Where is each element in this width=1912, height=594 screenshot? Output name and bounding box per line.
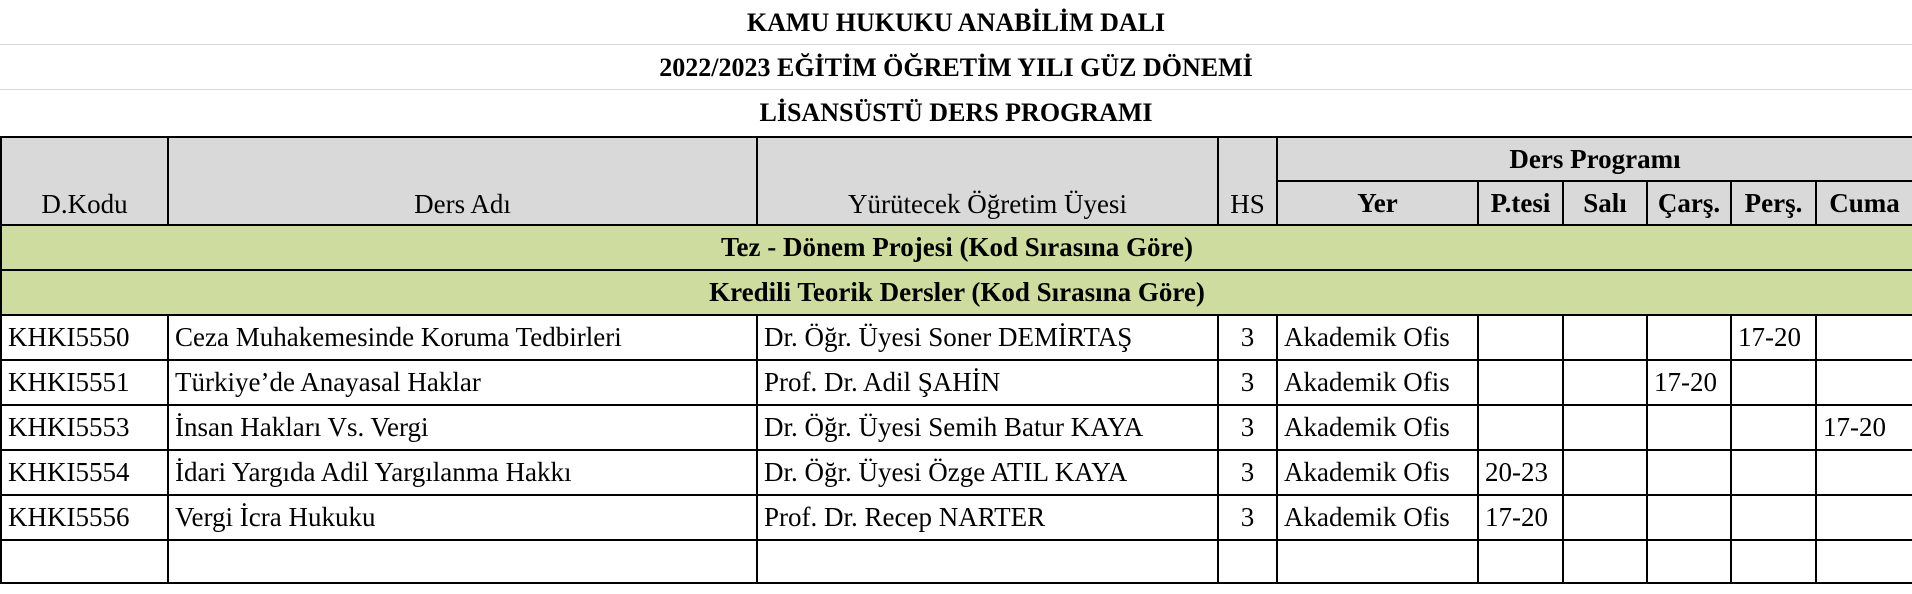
course-code: KHKI5551 (1, 360, 168, 405)
course-thursday (1731, 360, 1816, 405)
header-tuesday: Salı (1563, 181, 1647, 225)
course-place: Akademik Ofis (1277, 315, 1478, 360)
course-instructor: Dr. Öğr. Üyesi Semih Batur KAYA (757, 405, 1218, 450)
course-place: Akademik Ofis (1277, 495, 1478, 540)
course-place: Akademik Ofis (1277, 450, 1478, 495)
table-row (1, 405, 1912, 450)
course-wednesday (1647, 315, 1731, 360)
header-instructor: Yürütecek Öğretim Üyesi (757, 137, 1218, 225)
course-name: İnsan Hakları Vs. Vergi (168, 405, 757, 450)
course-thursday (1731, 405, 1816, 450)
course-instructor: Dr. Öğr. Üyesi Özge ATIL KAYA (757, 450, 1218, 495)
course-name: İdari Yargıda Adil Yargılanma Hakkı (168, 450, 757, 495)
section-row-thesis (1, 225, 1912, 270)
course-instructor: Prof. Dr. Adil ŞAHİN (757, 360, 1218, 405)
section-thesis-label: Tez - Dönem Projesi (Kod Sırasına Göre) (1, 225, 1912, 270)
header-hs: HS (1218, 137, 1277, 225)
course-wednesday (1647, 405, 1731, 450)
course-place: Akademik Ofis (1277, 405, 1478, 450)
course-monday (1478, 315, 1563, 360)
course-name: Vergi İcra Hukuku (168, 495, 757, 540)
empty-cell (1478, 540, 1563, 583)
course-hs: 3 (1218, 315, 1277, 360)
course-thursday (1731, 495, 1816, 540)
section-row-theory (1, 270, 1912, 315)
header-friday: Cuma (1816, 181, 1912, 225)
course-tuesday (1563, 360, 1647, 405)
header-place: Yer (1277, 181, 1478, 225)
course-instructor: Prof. Dr. Recep NARTER (757, 495, 1218, 540)
course-friday (1816, 360, 1912, 405)
header-row-top (1, 137, 1912, 181)
course-tuesday (1563, 315, 1647, 360)
course-code: KHKI5550 (1, 315, 168, 360)
empty-cell (757, 540, 1218, 583)
course-monday (1478, 405, 1563, 450)
term-title: 2022/2023 EĞİTİM ÖĞRETİM YILI GÜZ DÖNEMİ (0, 45, 1912, 90)
course-tuesday (1563, 450, 1647, 495)
empty-row (1, 540, 1912, 583)
course-code: KHKI5554 (1, 450, 168, 495)
table-row (1, 495, 1912, 540)
header-monday: P.tesi (1478, 181, 1563, 225)
empty-cell (1, 540, 168, 583)
empty-cell (1816, 540, 1912, 583)
department-title: KAMU HUKUKU ANABİLİM DALI (0, 0, 1912, 45)
course-wednesday (1647, 450, 1731, 495)
course-name: Türkiye’de Anayasal Haklar (168, 360, 757, 405)
course-instructor: Dr. Öğr. Üyesi Soner DEMİRTAŞ (757, 315, 1218, 360)
program-title: LİSANSÜSTÜ DERS PROGRAMI (759, 98, 1153, 127)
course-friday: 17-20 (1816, 405, 1912, 450)
section-theory-label: Kredili Teorik Dersler (Kod Sırasına Göre) (1, 270, 1912, 315)
course-friday (1816, 495, 1912, 540)
empty-cell (1218, 540, 1277, 583)
course-hs: 3 (1218, 450, 1277, 495)
course-tuesday (1563, 405, 1647, 450)
header-code: D.Kodu (1, 137, 168, 225)
course-code: KHKI5556 (1, 495, 168, 540)
course-code: KHKI5553 (1, 405, 168, 450)
table-row (1, 315, 1912, 360)
course-monday: 17-20 (1478, 495, 1563, 540)
course-hs: 3 (1218, 405, 1277, 450)
course-monday (1478, 360, 1563, 405)
empty-cell (168, 540, 757, 583)
table-row (1, 450, 1912, 495)
empty-cell (1647, 540, 1731, 583)
empty-cell (1731, 540, 1816, 583)
course-hs: 3 (1218, 495, 1277, 540)
header-thursday: Perş. (1731, 181, 1816, 225)
empty-cell (1277, 540, 1478, 583)
course-friday (1816, 315, 1912, 360)
course-friday (1816, 450, 1912, 495)
course-name: Ceza Muhakemesinde Koruma Tedbirleri (168, 315, 757, 360)
course-place: Akademik Ofis (1277, 360, 1478, 405)
empty-cell (1563, 540, 1647, 583)
course-hs: 3 (1218, 360, 1277, 405)
course-wednesday (1647, 495, 1731, 540)
table-row (1, 360, 1912, 405)
header-schedule: Ders Programı (1277, 137, 1912, 181)
course-thursday (1731, 450, 1816, 495)
course-wednesday: 17-20 (1647, 360, 1731, 405)
course-tuesday (1563, 495, 1647, 540)
course-monday: 20-23 (1478, 450, 1563, 495)
header-course: Ders Adı (168, 137, 757, 225)
header-wednesday: Çarş. (1647, 181, 1731, 225)
schedule-table (0, 136, 1912, 584)
course-thursday: 17-20 (1731, 315, 1816, 360)
